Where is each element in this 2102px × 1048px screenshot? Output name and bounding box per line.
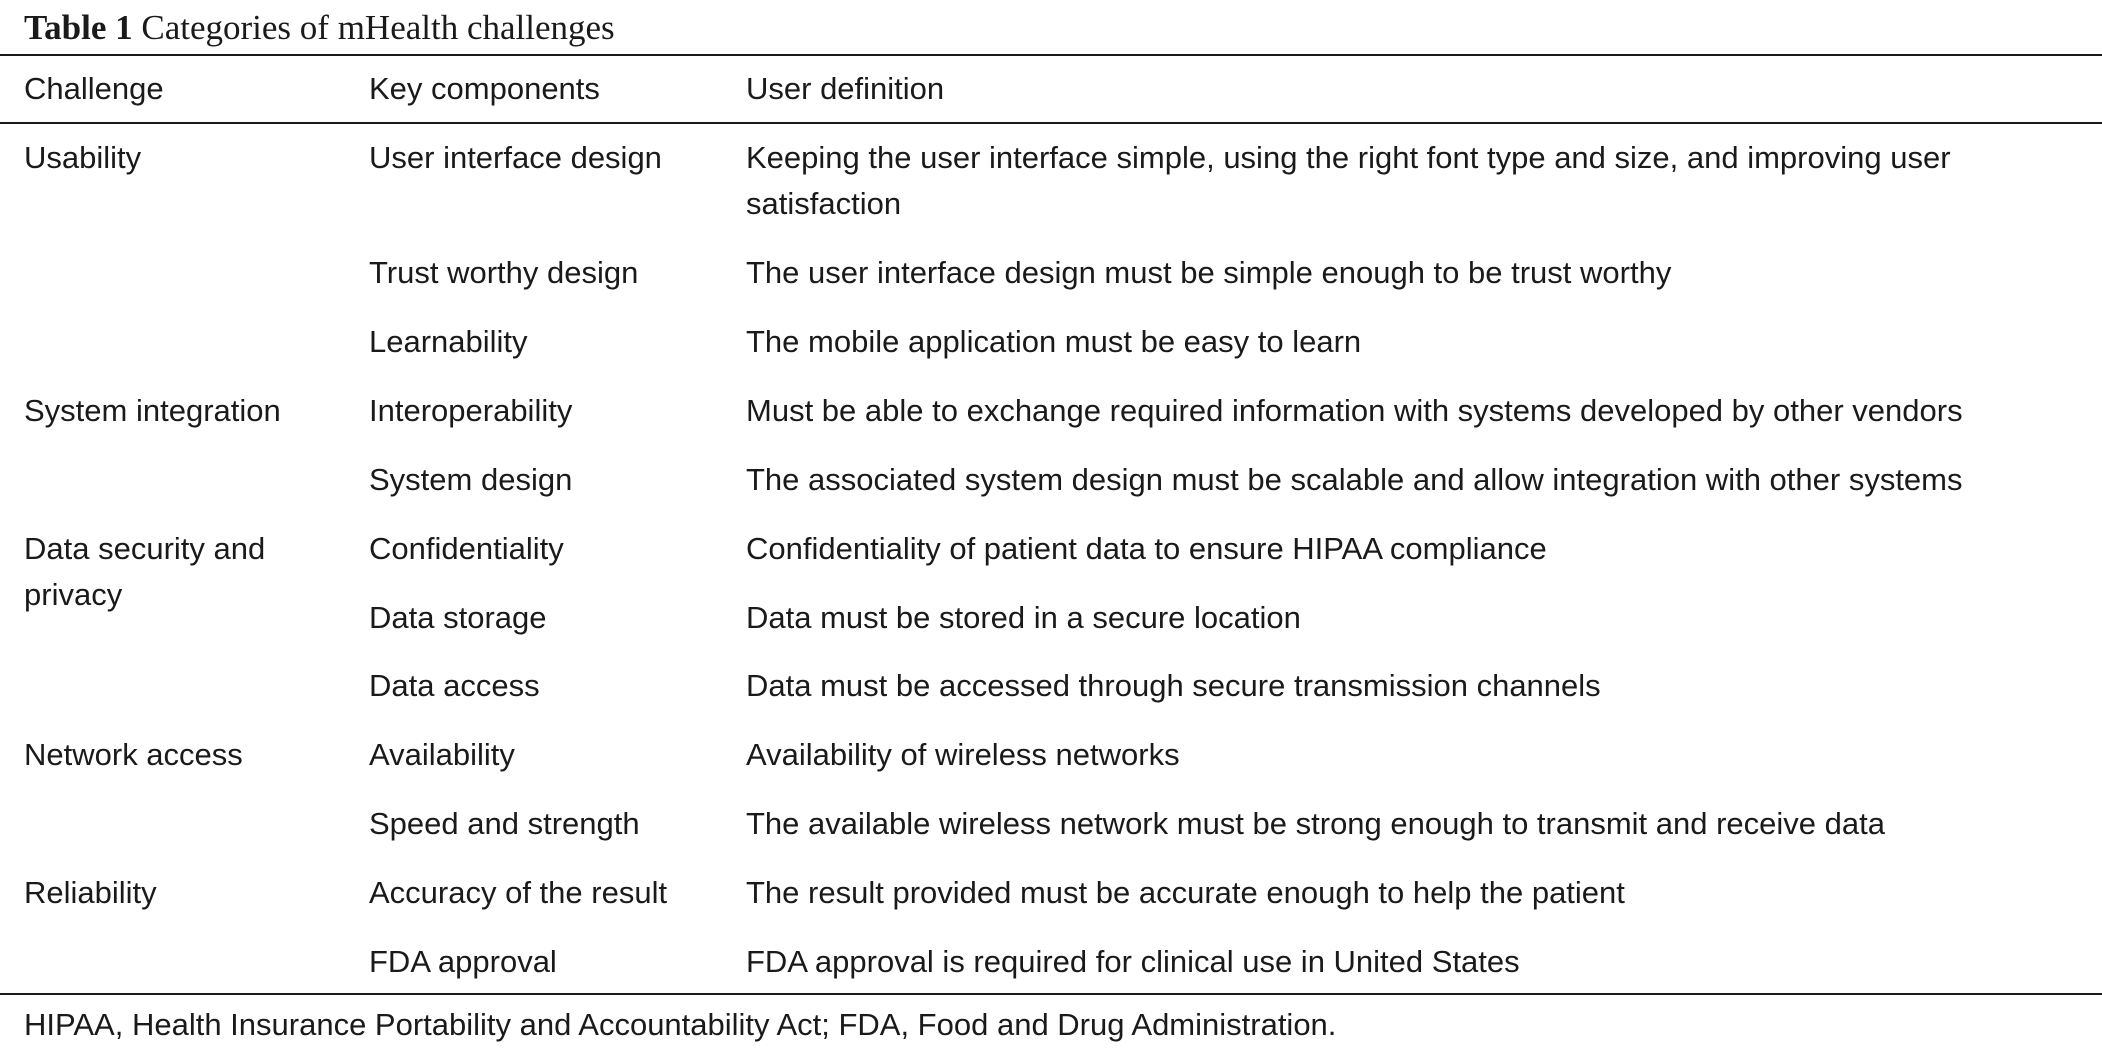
cell-definition: Availability of wireless networks xyxy=(746,737,1180,772)
cell-definition: The user interface design must be simple enough to be trust worthy xyxy=(746,255,1672,290)
cell-definition: The mobile application must be easy to learn xyxy=(746,324,1362,359)
cell-challenge: Data security and privacy xyxy=(24,531,266,612)
cell-challenge: Network access xyxy=(24,737,243,772)
cell-challenge: System integration xyxy=(24,393,281,428)
table-footnote: HIPAA, Health Insurance Portability and Accountability Act; FDA, Food and Drug Administration. xyxy=(24,1007,1337,1042)
cell-definition: The associated system design must be scalable and allow integration with other systems xyxy=(746,462,1963,497)
cell-component: Data access xyxy=(369,668,540,703)
cell-component: Data storage xyxy=(369,600,547,635)
cell-component: FDA approval xyxy=(369,944,557,979)
cell-definition: The available wireless network must be strong enough to transmit and receive data xyxy=(746,806,1885,841)
table-caption xyxy=(24,4,615,52)
cell-challenge: Usability xyxy=(24,140,142,175)
cell-challenge: Reliability xyxy=(24,875,157,910)
table-caption-label: Table 1 xyxy=(24,8,133,47)
cell-component: Interoperability xyxy=(369,393,573,428)
cell-component: Learnability xyxy=(369,324,528,359)
table-caption-text: Categories of mHealth challenges xyxy=(141,8,615,47)
cell-definition: Data must be stored in a secure location xyxy=(746,600,1301,635)
cell-component: Trust worthy design xyxy=(369,255,639,290)
table-top-rule xyxy=(0,54,2102,56)
cell-component: Availability xyxy=(369,737,515,772)
cell-definition: The result provided must be accurate enough to help the patient xyxy=(746,875,1625,910)
cell-definition: Keeping the user interface simple, using the right font type and size, and improving user satisfaction xyxy=(746,140,1951,221)
cell-definition: Data must be accessed through secure transmission channels xyxy=(746,668,1601,703)
cell-component: System design xyxy=(369,462,573,497)
cell-component: Accuracy of the result xyxy=(369,875,668,910)
header-challenge: Challenge xyxy=(24,71,164,106)
header-key-components: Key components xyxy=(369,71,600,106)
table-bottom-rule xyxy=(0,993,2102,995)
cell-definition: Must be able to exchange required information with systems developed by other vendors xyxy=(746,393,1963,428)
cell-component: Speed and strength xyxy=(369,806,640,841)
cell-definition: FDA approval is required for clinical use in United States xyxy=(746,944,1520,979)
cell-component: Confidentiality xyxy=(369,531,564,566)
cell-component: User interface design xyxy=(369,140,662,175)
cell-definition: Confidentiality of patient data to ensure HIPAA compliance xyxy=(746,531,1547,566)
header-user-definition: User definition xyxy=(746,71,945,106)
table-header-rule xyxy=(0,122,2102,124)
